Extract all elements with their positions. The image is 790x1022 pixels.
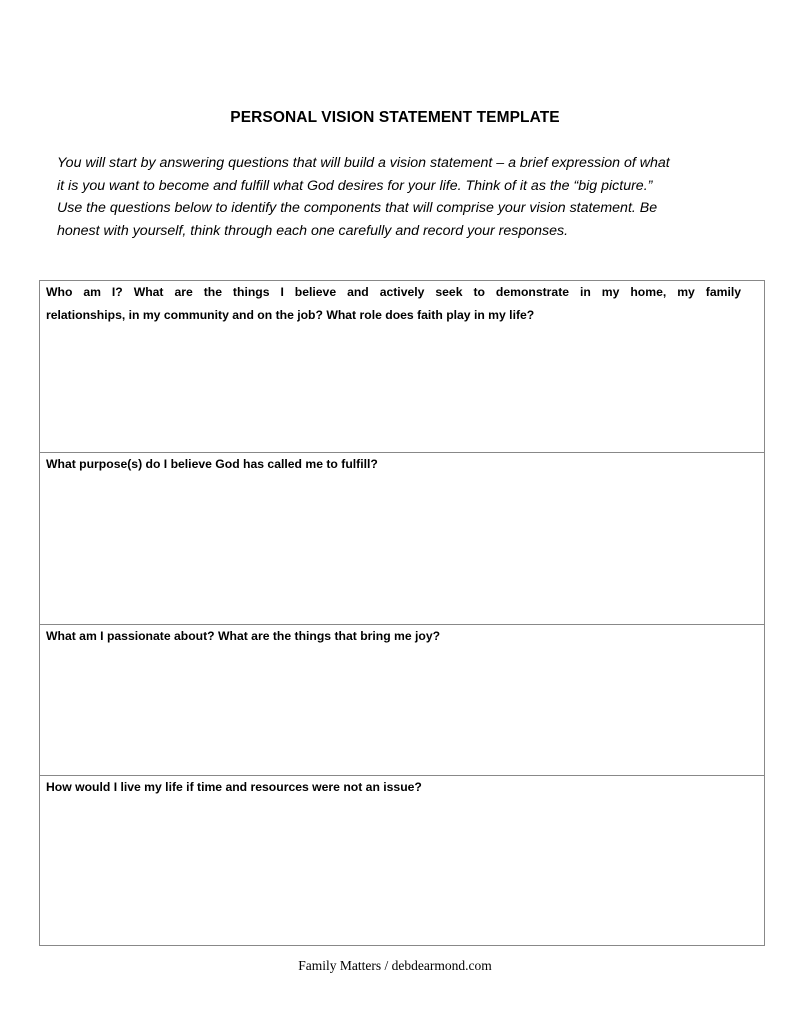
intro-line: honest with yourself, think through each one carefully and record your responses. <box>57 222 569 239</box>
intro-line: You will start by answering questions that will build a vision statement – a brief expression of what <box>57 155 670 171</box>
response-box-ideal-life[interactable] <box>40 775 764 945</box>
questions-table <box>39 280 765 946</box>
question-ideal-life: How would I live my life if time and resources were not an issue? <box>46 780 422 794</box>
footer-credit: Family Matters / debdearmond.com <box>298 958 492 973</box>
question-line: Who am I? What are the things I believe and actively seek to demonstrate in my home, my family <box>46 285 741 299</box>
intro-line: it is you want to become and fulfill what God desires for your life. Think of it as the “big picture.” <box>57 177 653 194</box>
intro-paragraph <box>57 152 737 242</box>
question-purpose: What purpose(s) do I believe God has called me to fulfill? <box>46 457 378 471</box>
question-passion: What am I passionate about? What are the things that bring me joy? <box>46 629 441 643</box>
question-line: relationships, in my community and on the job? What role does faith play in my life? <box>46 308 535 322</box>
response-box-passion[interactable] <box>40 624 764 775</box>
page-title: PERSONAL VISION STATEMENT TEMPLATE <box>230 109 560 126</box>
response-box-purpose[interactable] <box>40 452 764 624</box>
intro-line: Use the questions below to identify the components that will comprise your vision statement. Be <box>57 200 658 216</box>
response-box-who-am-i[interactable] <box>40 281 764 452</box>
question-who-am-i <box>46 281 741 327</box>
